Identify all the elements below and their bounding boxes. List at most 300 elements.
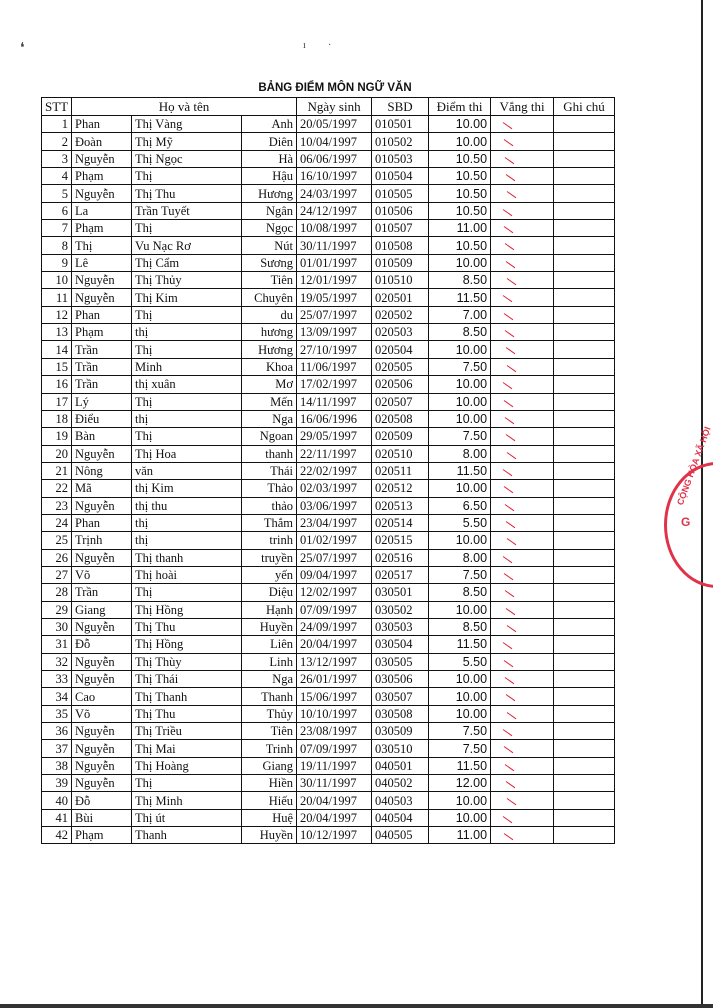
middle-name: Thị [132, 341, 242, 358]
row-number: 21 [42, 462, 72, 479]
birth-date: 16/06/1996 [297, 410, 372, 427]
family-name: Phan [72, 514, 132, 531]
exam-score: 10.00 [429, 133, 491, 150]
scan-bottom-edge [0, 1004, 713, 1008]
family-name: Nguyễn [72, 272, 132, 289]
birth-date: 22/02/1997 [297, 462, 372, 479]
middle-name: thị Kim [132, 480, 242, 497]
exam-score: 10.00 [429, 601, 491, 618]
absent-cell [491, 237, 554, 254]
candidate-number: 010503 [372, 150, 429, 167]
middle-name: Thị Hồng [132, 601, 242, 618]
absent-cell [491, 740, 554, 757]
exam-score: 8.50 [429, 324, 491, 341]
table-row [42, 462, 615, 479]
red-check-mark [504, 226, 514, 233]
candidate-number: 030504 [372, 636, 429, 653]
middle-name: Thanh [132, 827, 242, 844]
birth-date: 24/09/1997 [297, 618, 372, 635]
red-check-mark [507, 278, 517, 285]
exam-score: 5.50 [429, 514, 491, 531]
middle-name: Thị út [132, 809, 242, 826]
note-cell [554, 272, 615, 289]
red-check-mark [507, 365, 517, 372]
absent-cell [491, 636, 554, 653]
header-score: Điểm thi [429, 98, 491, 116]
table-row [42, 827, 615, 844]
table-row [42, 150, 615, 167]
candidate-number: 040501 [372, 757, 429, 774]
given-name: Khoa [242, 358, 297, 375]
candidate-number: 020506 [372, 376, 429, 393]
document-title: BẢNG ĐIỂM MÔN NGỮ VĂN [258, 82, 412, 94]
middle-name: Thị Thu [132, 705, 242, 722]
red-check-mark [504, 833, 514, 840]
absent-cell [491, 376, 554, 393]
absent-cell [491, 324, 554, 341]
row-number: 36 [42, 723, 72, 740]
birth-date: 30/11/1997 [297, 775, 372, 792]
middle-name: Thị Thu [132, 185, 242, 202]
row-number: 14 [42, 341, 72, 358]
red-check-mark [504, 660, 514, 667]
row-number: 29 [42, 601, 72, 618]
table-row [42, 306, 615, 323]
exam-score: 6.50 [429, 497, 491, 514]
birth-date: 29/05/1997 [297, 428, 372, 445]
row-number: 13 [42, 324, 72, 341]
middle-name: Thị Thái [132, 671, 242, 688]
candidate-number: 020511 [372, 462, 429, 479]
candidate-number: 020505 [372, 358, 429, 375]
note-cell [554, 428, 615, 445]
birth-date: 17/02/1997 [297, 376, 372, 393]
note-cell [554, 618, 615, 635]
row-number: 26 [42, 549, 72, 566]
row-number: 39 [42, 775, 72, 792]
family-name: Điểu [72, 410, 132, 427]
family-name: Trần [72, 376, 132, 393]
table-row [42, 653, 615, 670]
birth-date: 01/02/1997 [297, 532, 372, 549]
absent-cell [491, 133, 554, 150]
exam-score: 11.50 [429, 289, 491, 306]
family-name: Phan [72, 116, 132, 133]
given-name: Giang [242, 757, 297, 774]
row-number: 7 [42, 220, 72, 237]
middle-name: Thị Vàng [132, 116, 242, 133]
family-name: Nguyễn [72, 185, 132, 202]
note-cell [554, 723, 615, 740]
middle-name: Minh [132, 358, 242, 375]
row-number: 2 [42, 133, 72, 150]
red-check-mark [506, 694, 516, 701]
table-row [42, 740, 615, 757]
exam-score: 10.00 [429, 393, 491, 410]
birth-date: 23/04/1997 [297, 514, 372, 531]
absent-cell [491, 358, 554, 375]
table-row [42, 792, 615, 809]
seal-text: CỘNG HÒA XÃ HỘI [675, 425, 713, 507]
header-name: Họ và tên [72, 98, 297, 116]
candidate-number: 010506 [372, 202, 429, 219]
row-number: 10 [42, 272, 72, 289]
note-cell [554, 514, 615, 531]
exam-score: 10.00 [429, 341, 491, 358]
row-number: 22 [42, 480, 72, 497]
note-cell [554, 740, 615, 757]
red-check-mark [504, 139, 514, 146]
note-cell [554, 653, 615, 670]
absent-cell [491, 792, 554, 809]
family-name: Võ [72, 566, 132, 583]
given-name: Huyền [242, 827, 297, 844]
candidate-number: 010505 [372, 185, 429, 202]
exam-score: 11.50 [429, 636, 491, 653]
absent-cell [491, 202, 554, 219]
birth-date: 23/08/1997 [297, 723, 372, 740]
family-name: Nguyễn [72, 289, 132, 306]
row-number: 15 [42, 358, 72, 375]
red-check-mark [507, 798, 517, 805]
birth-date: 20/04/1997 [297, 792, 372, 809]
middle-name: Thị Thủy [132, 272, 242, 289]
red-check-mark [504, 486, 514, 493]
family-name: Đoàn [72, 133, 132, 150]
red-check-mark [504, 400, 514, 407]
middle-name: Thị Cẩm [132, 254, 242, 271]
row-number: 32 [42, 653, 72, 670]
absent-cell [491, 306, 554, 323]
table-row [42, 116, 615, 133]
candidate-number: 020517 [372, 566, 429, 583]
candidate-number: 020516 [372, 549, 429, 566]
absent-cell [491, 272, 554, 289]
exam-score: 8.50 [429, 618, 491, 635]
candidate-number: 020501 [372, 289, 429, 306]
scan-speck: ı [303, 40, 306, 51]
table-row [42, 220, 615, 237]
row-number: 1 [42, 116, 72, 133]
birth-date: 25/07/1997 [297, 549, 372, 566]
exam-score: 10.50 [429, 168, 491, 185]
row-number: 18 [42, 410, 72, 427]
exam-score: 10.00 [429, 410, 491, 427]
birth-date: 15/06/1997 [297, 688, 372, 705]
birth-date: 10/08/1997 [297, 220, 372, 237]
red-check-mark [505, 330, 515, 337]
header-stt: STT [42, 98, 72, 116]
red-check-mark [507, 712, 517, 719]
table-row [42, 480, 615, 497]
red-check-mark [507, 625, 517, 632]
middle-name: Vu Nạc Rơ [132, 237, 242, 254]
row-number: 30 [42, 618, 72, 635]
given-name: Hạnh [242, 601, 297, 618]
given-name: Hà [242, 150, 297, 167]
table-row [42, 324, 615, 341]
birth-date: 24/12/1997 [297, 202, 372, 219]
row-number: 28 [42, 584, 72, 601]
birth-date: 10/12/1997 [297, 827, 372, 844]
header-absent: Vắng thi [491, 98, 554, 116]
candidate-number: 020510 [372, 445, 429, 462]
absent-cell [491, 757, 554, 774]
candidate-number: 020514 [372, 514, 429, 531]
table-row [42, 618, 615, 635]
given-name: Ngọc [242, 220, 297, 237]
family-name: Nguyễn [72, 618, 132, 635]
absent-cell [491, 688, 554, 705]
row-number: 20 [42, 445, 72, 462]
row-number: 25 [42, 532, 72, 549]
given-name: Huyền [242, 618, 297, 635]
middle-name: Thị Mỹ [132, 133, 242, 150]
scan-speck: · [328, 40, 332, 51]
candidate-number: 020503 [372, 324, 429, 341]
middle-name: thị [132, 324, 242, 341]
exam-score: 7.50 [429, 358, 491, 375]
note-cell [554, 289, 615, 306]
given-name: Trinh [242, 740, 297, 757]
candidate-number: 020509 [372, 428, 429, 445]
given-name: Hiền [242, 775, 297, 792]
birth-date: 11/06/1997 [297, 358, 372, 375]
middle-name: Thị [132, 168, 242, 185]
exam-score: 11.00 [429, 220, 491, 237]
note-cell [554, 324, 615, 341]
table-row [42, 757, 615, 774]
middle-name: thị thu [132, 497, 242, 514]
family-name: Bàn [72, 428, 132, 445]
absent-cell [491, 410, 554, 427]
given-name: hương [242, 324, 297, 341]
table-row [42, 775, 615, 792]
row-number: 16 [42, 376, 72, 393]
exam-score: 8.00 [429, 549, 491, 566]
table-row [42, 237, 615, 254]
note-cell [554, 480, 615, 497]
birth-date: 07/09/1997 [297, 740, 372, 757]
family-name: Trịnh [72, 532, 132, 549]
absent-cell [491, 618, 554, 635]
given-name: Nga [242, 410, 297, 427]
candidate-number: 040504 [372, 809, 429, 826]
note-cell [554, 393, 615, 410]
middle-name: Thị Hoàng [132, 757, 242, 774]
given-name: Chuyên [242, 289, 297, 306]
birth-date: 16/10/1997 [297, 168, 372, 185]
family-name: Phan [72, 306, 132, 323]
absent-cell [491, 705, 554, 722]
row-number: 31 [42, 636, 72, 653]
table-row [42, 688, 615, 705]
absent-cell [491, 220, 554, 237]
absent-cell [491, 254, 554, 271]
table-row [42, 601, 615, 618]
given-name: Nút [242, 237, 297, 254]
absent-cell [491, 549, 554, 566]
candidate-number: 020502 [372, 306, 429, 323]
table-row [42, 705, 615, 722]
table-row [42, 133, 615, 150]
birth-date: 07/09/1997 [297, 601, 372, 618]
family-name: Trần [72, 341, 132, 358]
given-name: Hậu [242, 168, 297, 185]
absent-cell [491, 428, 554, 445]
candidate-number: 010508 [372, 237, 429, 254]
row-number: 17 [42, 393, 72, 410]
row-number: 3 [42, 150, 72, 167]
row-number: 27 [42, 566, 72, 583]
given-name: Nga [242, 671, 297, 688]
red-check-mark [506, 781, 516, 788]
scan-speck: ❛ [20, 41, 25, 56]
row-number: 24 [42, 514, 72, 531]
given-name: Thắm [242, 514, 297, 531]
middle-name: Thị Thanh [132, 688, 242, 705]
candidate-number: 020512 [372, 480, 429, 497]
birth-date: 02/03/1997 [297, 480, 372, 497]
absent-cell [491, 445, 554, 462]
table-row [42, 289, 615, 306]
row-number: 41 [42, 809, 72, 826]
red-check-mark [505, 417, 515, 424]
middle-name: Thị Thu [132, 618, 242, 635]
birth-date: 09/04/1997 [297, 566, 372, 583]
candidate-number: 010510 [372, 272, 429, 289]
birth-date: 13/12/1997 [297, 653, 372, 670]
official-seal [664, 425, 713, 588]
red-check-mark [503, 642, 513, 649]
red-check-mark [503, 209, 513, 216]
middle-name: Thị Thùy [132, 653, 242, 670]
note-cell [554, 584, 615, 601]
note-cell [554, 601, 615, 618]
grade-table [41, 97, 615, 844]
red-check-mark [503, 469, 513, 476]
family-name: Giang [72, 601, 132, 618]
exam-score: 10.00 [429, 532, 491, 549]
header-sbd: SBD [372, 98, 429, 116]
birth-date: 19/05/1997 [297, 289, 372, 306]
red-check-mark [507, 452, 517, 459]
exam-score: 10.00 [429, 254, 491, 271]
birth-date: 30/11/1997 [297, 237, 372, 254]
middle-name: Thị [132, 393, 242, 410]
table-row [42, 358, 615, 375]
red-check-mark [505, 590, 515, 597]
note-cell [554, 445, 615, 462]
header-dob: Ngày sinh [297, 98, 372, 116]
row-number: 9 [42, 254, 72, 271]
candidate-number: 030501 [372, 584, 429, 601]
given-name: Tiên [242, 723, 297, 740]
table-row [42, 168, 615, 185]
birth-date: 03/06/1997 [297, 497, 372, 514]
exam-score: 7.50 [429, 566, 491, 583]
note-cell [554, 757, 615, 774]
note-cell [554, 306, 615, 323]
exam-score: 10.00 [429, 705, 491, 722]
red-check-mark [506, 348, 516, 355]
absent-cell [491, 809, 554, 826]
given-name: Ngân [242, 202, 297, 219]
absent-cell [491, 116, 554, 133]
birth-date: 20/04/1997 [297, 636, 372, 653]
red-check-mark [503, 729, 513, 736]
birth-date: 13/09/1997 [297, 324, 372, 341]
birth-date: 20/05/1997 [297, 116, 372, 133]
note-cell [554, 168, 615, 185]
birth-date: 12/02/1997 [297, 584, 372, 601]
row-number: 11 [42, 289, 72, 306]
family-name: Thị [72, 237, 132, 254]
family-name: Nguyễn [72, 549, 132, 566]
candidate-number: 010502 [372, 133, 429, 150]
note-cell [554, 376, 615, 393]
middle-name: Thị Hoa [132, 445, 242, 462]
exam-score: 10.50 [429, 202, 491, 219]
given-name: du [242, 306, 297, 323]
absent-cell [491, 723, 554, 740]
note-cell [554, 636, 615, 653]
absent-cell [491, 584, 554, 601]
row-number: 6 [42, 202, 72, 219]
table-row [42, 514, 615, 531]
given-name: Diệu [242, 584, 297, 601]
absent-cell [491, 150, 554, 167]
table-body [42, 116, 615, 844]
birth-date: 27/10/1997 [297, 341, 372, 358]
table-row [42, 445, 615, 462]
middle-name: Thị Triều [132, 723, 242, 740]
note-cell [554, 688, 615, 705]
middle-name: thị [132, 410, 242, 427]
exam-score: 10.00 [429, 688, 491, 705]
row-number: 8 [42, 237, 72, 254]
candidate-number: 030502 [372, 601, 429, 618]
given-name: Hiếu [242, 792, 297, 809]
exam-score: 10.00 [429, 809, 491, 826]
table-row [42, 497, 615, 514]
note-cell [554, 775, 615, 792]
table-row [42, 532, 615, 549]
middle-name: Thị hoài [132, 566, 242, 583]
red-check-mark [503, 296, 513, 303]
table-row [42, 723, 615, 740]
note-cell [554, 150, 615, 167]
candidate-number: 020507 [372, 393, 429, 410]
note-cell [554, 497, 615, 514]
given-name: thanh [242, 445, 297, 462]
exam-score: 10.50 [429, 150, 491, 167]
table-row [42, 809, 615, 826]
candidate-number: 030509 [372, 723, 429, 740]
table-header-row [42, 98, 615, 116]
candidate-number: 020513 [372, 497, 429, 514]
candidate-number: 040505 [372, 827, 429, 844]
family-name: Phạm [72, 324, 132, 341]
middle-name: Thị Kim [132, 289, 242, 306]
note-cell [554, 341, 615, 358]
note-cell [554, 237, 615, 254]
candidate-number: 010504 [372, 168, 429, 185]
exam-score: 7.50 [429, 740, 491, 757]
family-name: Bùi [72, 809, 132, 826]
family-name: Lê [72, 254, 132, 271]
row-number: 42 [42, 827, 72, 844]
